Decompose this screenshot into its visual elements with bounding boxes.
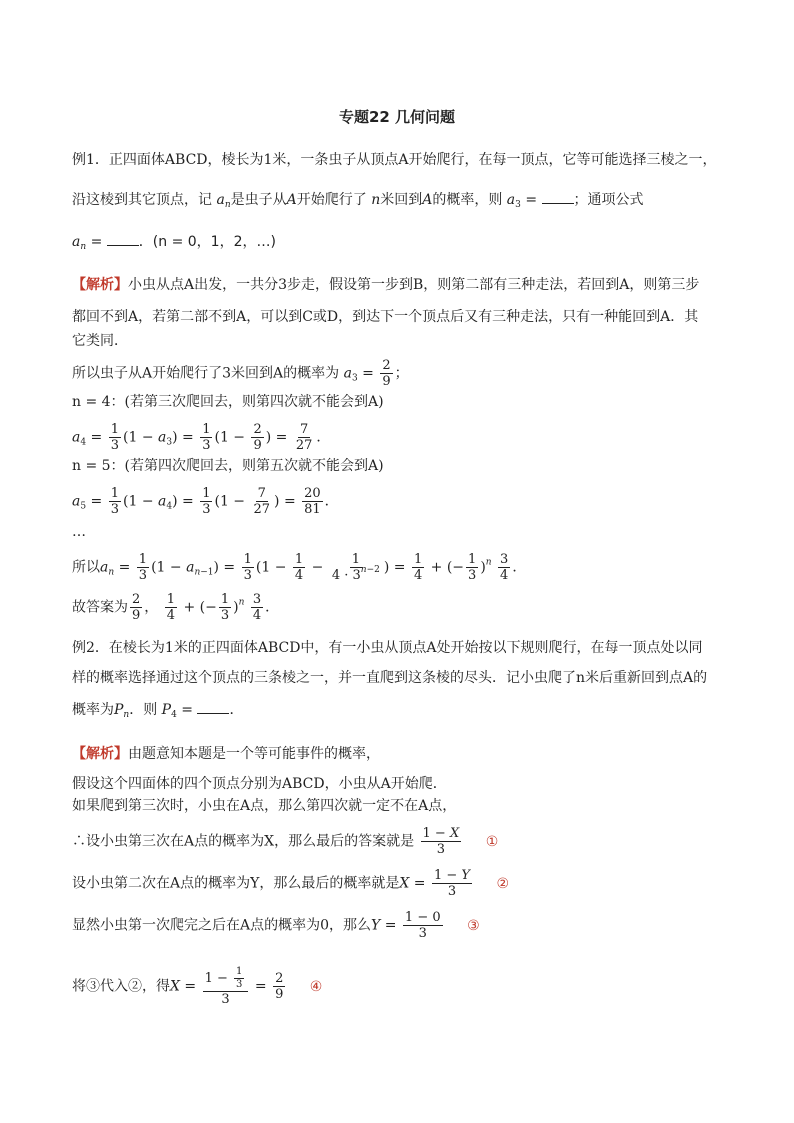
solution-1-para-2: [72, 307, 698, 327]
text-segment: 假设这个四面体的四个顶点分别为ABCD，小虫从A开始爬．: [72, 776, 447, 792]
text-segment: 米回到: [380, 192, 423, 208]
example-2-line-1: [72, 638, 703, 658]
text-segment: 样的概率选择通过这个顶点的三条棱之一，并一直爬到这条棱的尽头．记小虫爬了n米后重新回到点A的: [72, 670, 708, 686]
text-segment: n = 5：(若第四次爬回去，则第五次就不能会到A): [72, 458, 384, 474]
text-segment: 是虫子从: [230, 192, 287, 208]
page-title: 专题22 几何问题: [338, 108, 456, 126]
circled-number: ③: [467, 917, 480, 934]
solution-2-para-3: [72, 796, 456, 816]
solution-1-n4: [72, 392, 384, 412]
solution-2-para-7: 将③代入②，得X = 1 − $\frac{1}{3}$ 3 = $\frac{2}{9}$ ④: [72, 966, 323, 1007]
solution-1-para-3: [72, 331, 128, 351]
text-segment: 将③代入②，得: [72, 978, 170, 995]
text-segment: 所以: [72, 559, 100, 576]
answer-blank[interactable]: [542, 191, 574, 204]
text-segment: 开始爬行了: [296, 192, 367, 208]
example-2-label: 例2．: [72, 640, 109, 656]
text-segment: ；通项公式: [573, 192, 644, 208]
text-segment: n = 4：(若第三次爬回去，则第四次就不能会到A): [72, 394, 384, 410]
example-1-line-2: 沿这棱到其它顶点，记 $a_n$是虫子从A开始爬行了 n米回到A的概率，则 $a_3$ = ；通项公式: [72, 192, 644, 210]
fraction: $\frac{2}{9}$: [382, 358, 391, 389]
formula-an: 所以$a_n$ = $\frac{1}{3}$ $(1 - a_{n-1})$ = $\frac{1}{3}$ (1 − $\frac{1}{4}$ − $\frac{1}{4 \cdot 3^{n-2}}$ ) = $\frac{1}{4}$ + (− $\frac{1}{3}$ )$^n$ $\frac{3}{4}$ ．: [72, 552, 527, 583]
solution-1-n5: [72, 456, 384, 476]
example-2-line-3: 概率为$P_n$．则 $P_4$ = ．: [72, 702, 244, 720]
solution-1-para-1: [72, 275, 699, 295]
solution-2-para-4: ∴设小虫第三次在A点的概率为X，那么最后的答案就是 $\frac{1 - X}{3}$ ①: [72, 826, 499, 857]
circled-number: ④: [309, 978, 323, 995]
text-segment: 的概率，则: [432, 192, 503, 208]
solution-tag: 【解析】: [72, 746, 128, 762]
text-segment: ∴设小虫第三次在A点的概率为X，那么最后的答案就是: [72, 833, 415, 850]
text-segment: 显然小虫第一次爬完之后在A点的概率为0，那么: [72, 917, 372, 934]
text-segment: 设小虫第二次在A点的概率为Y，那么最后的概率就是: [72, 875, 400, 892]
formula-a5: $a_5$ = $\frac{1}{3}$ $(1 - a_4)$ = $\frac{1}{3}$ (1 − $\frac{7}{27}$ ) = $\frac{20}{81}$ ．: [72, 486, 339, 517]
solution-2-para-5: 设小虫第二次在A点的概率为Y，那么最后的概率就是X = $\frac{1 - Y}{3}$ ②: [72, 868, 510, 899]
solution-2-para-2: [72, 774, 447, 794]
solution-2-para-1: [72, 744, 380, 764]
text-segment: 沿这棱到其它顶点，记: [72, 192, 212, 208]
answer-blank[interactable]: [197, 701, 229, 714]
example-2-line-2: [72, 668, 707, 688]
text-segment: 所以虫子从A开始爬行了3米回到A的概率为: [72, 365, 340, 382]
example-1-label: 例1．: [72, 152, 109, 168]
formula-a4: $a_4$ = $\frac{1}{3}$ $(1 - a_3)$ = $\frac{1}{3}$ (1 − $\frac{2}{9}$ ) = $\frac{7}{27}$ ．: [72, 422, 331, 453]
circled-number: ②: [496, 875, 510, 892]
text-segment: 它类同．: [72, 333, 128, 349]
answer-line: 故答案为 $\frac{2}{9}$ ， $\frac{1}{4}$ + (− $\frac{1}{3}$ )$^n$ $\frac{3}{4}$ ．: [72, 592, 280, 623]
solution-1-para-4: 所以虫子从A开始爬行了3米回到A的概率为 $a_3$ = $\frac{2}{9}$ ；: [72, 358, 409, 389]
circled-number: ①: [485, 833, 499, 850]
text-segment: 概率为: [72, 702, 114, 718]
text-segment: 都回不到A，若第二部不到A，可以到C或D，到达下一个顶点后又有三种走法，只有一种能回到A．其: [72, 309, 699, 325]
text-segment: 由题意知本题是一个等可能事件的概率，: [128, 746, 380, 762]
text-segment: 小虫从点A出发，一共分3步走，假设第一步到B，则第二部有三种走法，若回到A，则第三步: [128, 277, 700, 293]
example-1-line-3: $a_n$ = ．(n = 0，1，2，…): [72, 234, 276, 252]
answer-blank[interactable]: [107, 233, 139, 246]
ellipsis: …: [72, 524, 86, 540]
text-segment: 如果爬到第三次时，小虫在A点，那么第四次就一定不在A点，: [72, 798, 457, 814]
example-1-text-1: 正四面体ABCD，棱长为1米，一条虫子从顶点A开始爬行，在每一顶点，它等可能选择三棱之一，: [108, 152, 717, 168]
solution-tag: 【解析】: [72, 277, 128, 293]
text-segment: 在棱长为1米的正四面体ABCD中，有一小虫从顶点A处开始按以下规则爬行，在每一顶点处以同: [108, 640, 703, 656]
solution-2-para-6: 显然小虫第一次爬完之后在A点的概率为0，那么Y = $\frac{1 - 0}{3}$ ③: [72, 910, 480, 941]
example-1-line-1: [72, 150, 717, 170]
text-segment: (n = 0，1，2，…): [152, 234, 276, 250]
text-segment: 故答案为: [72, 599, 128, 616]
